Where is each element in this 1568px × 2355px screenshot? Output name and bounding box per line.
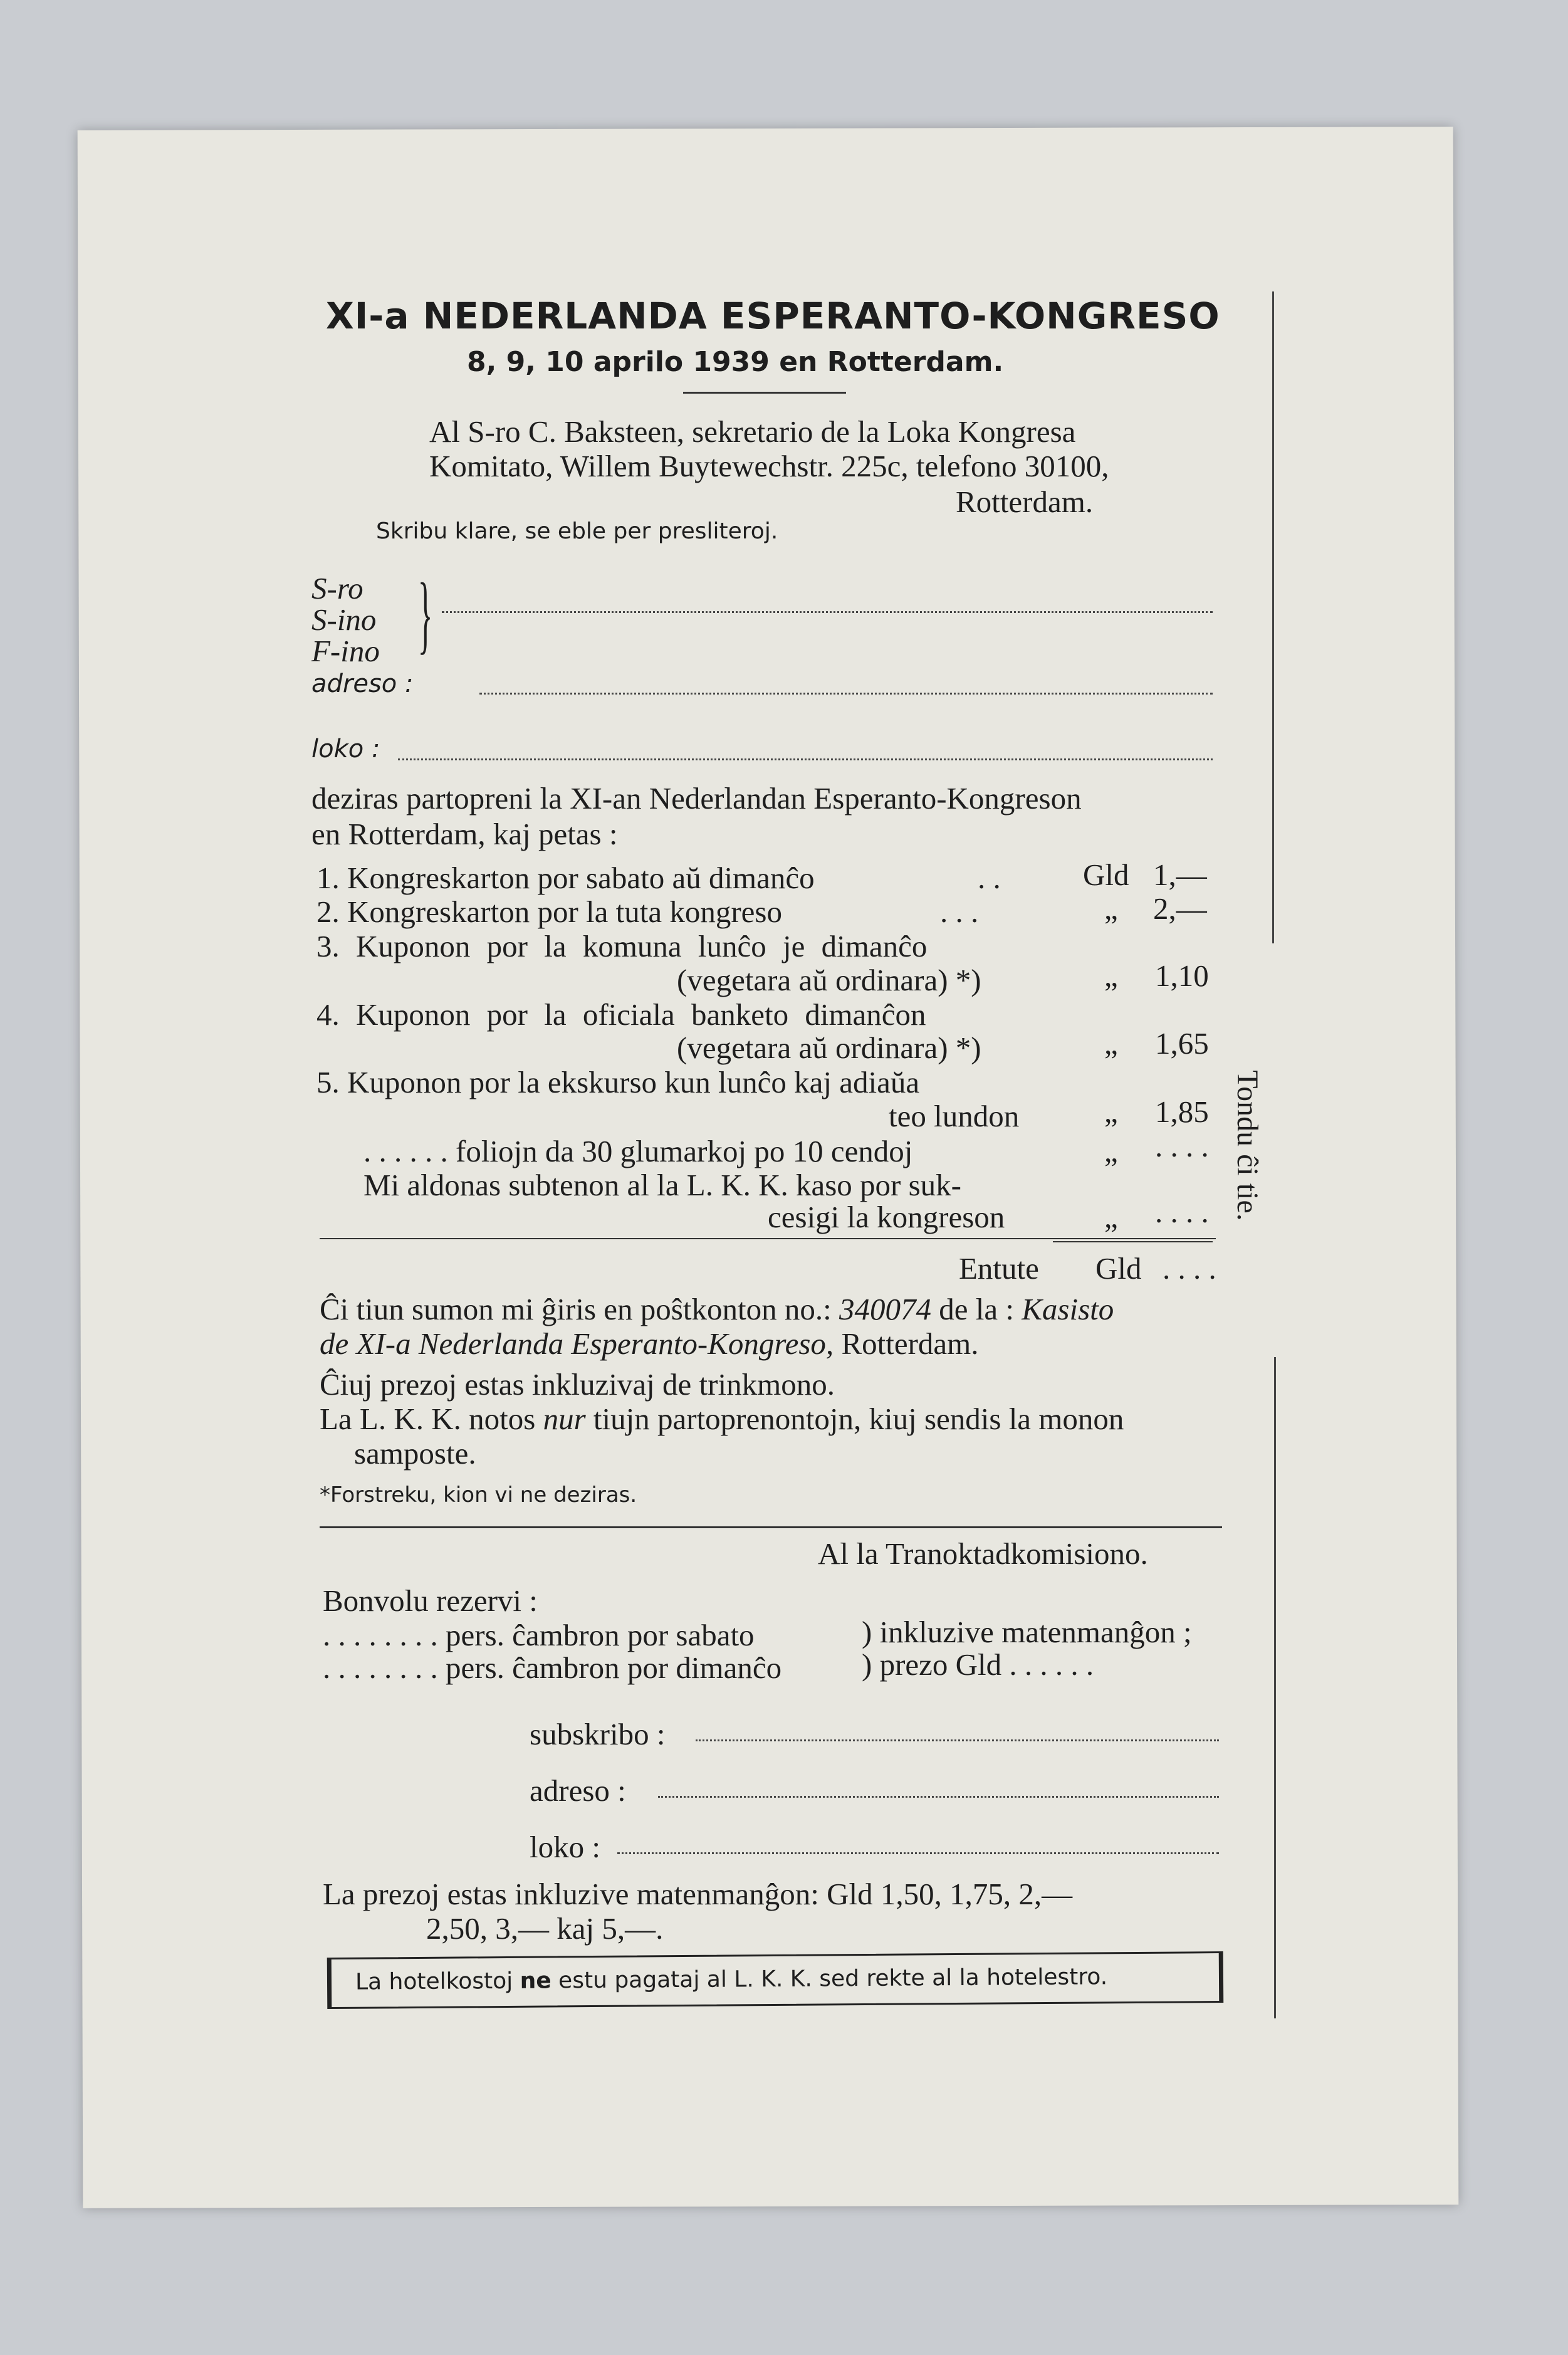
title-brace: } [417, 565, 433, 663]
intro-line-1: deziras partopreni la XI-an Nederlandan Esperanto-Kongreson [311, 781, 1082, 816]
item-5-note: teo lundon [889, 1099, 1020, 1133]
item-7-currency: „ [1104, 1200, 1118, 1234]
address-line-3: Rotterdam. [956, 485, 1094, 519]
item-4-note: (vegetara aŭ ordinara) *) [677, 1031, 981, 1065]
item-1-price: 1,— [1153, 858, 1207, 892]
item-3-note: (vegetara aŭ ordinara) *) [677, 963, 981, 997]
hotel-loko-label: loko : [530, 1830, 600, 1864]
account-number: 340074 [839, 1292, 931, 1326]
breakfast-note: ) inkluzive matenmanĝon ; [862, 1615, 1192, 1649]
payment-text-b: de la : [931, 1292, 1022, 1326]
price-note: ) prezo Gld . . . . . . [862, 1647, 1094, 1682]
item-7-note: cesigi la kongreson [768, 1200, 1005, 1234]
item-4-currency: „ [1104, 1026, 1118, 1061]
cut-line-lower [1274, 1357, 1276, 2018]
item-7-text: Mi aldonas subtenon al la L. K. K. kaso por suk- [363, 1168, 961, 1202]
room-sunday[interactable]: . . . . . . . . pers. ĉambron por dimanĉo [323, 1650, 782, 1685]
item-3-price: 1,10 [1155, 958, 1209, 993]
item-2-leader: . . . [940, 894, 979, 929]
payment-text-d: tiujn partoprenontojn, kiuj sendis la monon [585, 1402, 1124, 1436]
header-divider [683, 392, 846, 394]
loko-field[interactable] [398, 758, 1213, 760]
item-5-text: 5. Kuponon por la ekskurso kun lunĉo kaj adiaŭa [316, 1065, 920, 1099]
notice-text-b: estu pagataj al L. K. K. sed rekte al la hotelestro. [551, 1964, 1108, 1994]
intro-line-2: en Rotterdam, kaj petas : [311, 817, 618, 851]
payment-line-5: samposte. [354, 1436, 476, 1471]
payment-line-4 [320, 1401, 1124, 1437]
adreso-label: adreso : [311, 669, 414, 698]
title-option-fino: F-ino [311, 634, 380, 668]
hotel-notice [355, 1964, 1107, 1995]
hotel-commission: Al la Tranoktadkomisiono. [818, 1536, 1148, 1571]
prices-line-2: 2,50, 3,— kaj 5,—. [426, 1911, 664, 1946]
footnote: *Forstreku, kion vi ne deziras. [320, 1482, 637, 1508]
notice-text-a: La hotelkostoj [355, 1968, 520, 1995]
total-label: Entute [959, 1251, 1039, 1286]
hotel-notice-box [327, 1951, 1224, 2009]
reserve-label: Bonvolu rezervi : [323, 1583, 538, 1618]
signature-field[interactable] [696, 1739, 1219, 1741]
item-7-price: . . . . [1155, 1195, 1209, 1229]
address-line-1: Al S-ro C. Baksteen, sekretario de la Loka Kongresa [429, 414, 1076, 449]
hotel-adreso-label: adreso : [530, 1773, 626, 1808]
signature-label: subskribo : [530, 1717, 666, 1751]
item-4-price: 1,65 [1155, 1026, 1209, 1061]
adreso-field[interactable] [479, 693, 1213, 695]
payment-line-3: Ĉiuj prezoj estas inkluzivaj de trinkmono. [320, 1367, 835, 1402]
cut-line-upper [1272, 291, 1274, 943]
item-6-currency: „ [1104, 1134, 1118, 1168]
congress-name: de XI-a Nederlanda Esperanto-Kongreso, [320, 1326, 834, 1361]
payment-line-2 [320, 1326, 979, 1361]
item-3-currency: „ [1104, 958, 1118, 993]
item-1-leader: . . [978, 861, 1001, 895]
prices-line-1: La prezoj estas inkluzive matenmanĝon: Gld 1,50, 1,75, 2,— [323, 1877, 1073, 1911]
item-5-price: 1,85 [1155, 1094, 1209, 1129]
item-5-currency: „ [1104, 1094, 1118, 1129]
item-1-text: 1. Kongreskarton por sabato aŭ dimanĉo [316, 861, 815, 895]
item-2-currency: „ [1104, 891, 1118, 926]
item-2-price: 2,— [1153, 891, 1207, 926]
page-title: XI-a NEDERLANDA ESPERANTO-KONGRESO [326, 295, 1220, 337]
total-price: . . . . [1163, 1251, 1216, 1286]
kasisto-text: Kasisto [1022, 1292, 1114, 1326]
item-6-text: . . . . . . foliojn da 30 glumarkoj po 10 cendoj [363, 1134, 913, 1168]
hotel-adreso-field[interactable] [658, 1796, 1219, 1798]
item-1-currency: Gld [1083, 858, 1129, 892]
item-4-text: 4. Kuponon por la oficiala banketo dimanĉon [316, 997, 926, 1032]
instruction-text: Skribu klare, se eble per presliteroj. [376, 518, 778, 544]
payment-text-c: La L. K. K. notos [320, 1402, 543, 1436]
cut-here-label: Tondu ĉi tie. [1230, 1070, 1264, 1221]
item-2-text: 2. Kongreskarton por la tuta kongreso [316, 894, 782, 929]
total-currency: Gld [1095, 1251, 1142, 1286]
notice-ne: ne [520, 1968, 551, 1994]
item-3-text: 3. Kuponon por la komuna lunĉo je dimanĉo [316, 929, 928, 963]
nur-text: nur [543, 1402, 586, 1436]
room-saturday[interactable]: . . . . . . . . pers. ĉambron por sabato [323, 1618, 755, 1652]
item-6-price: . . . . [1155, 1129, 1209, 1163]
items-divider [320, 1238, 1216, 1239]
name-field[interactable] [442, 611, 1213, 613]
payment-city: Rotterdam. [834, 1326, 979, 1361]
payment-text-a: Ĉi tiun sumon mi ĝiris en poŝtkonton no.: [320, 1292, 839, 1326]
title-option-sino: S-ino [311, 602, 377, 637]
payment-line-1 [320, 1291, 1114, 1327]
loko-label: loko : [311, 735, 380, 763]
hotel-loko-field[interactable] [617, 1852, 1219, 1854]
total-sum-line [1053, 1241, 1213, 1242]
title-option-sro: S-ro [311, 571, 363, 606]
section-divider [320, 1526, 1222, 1528]
address-line-2: Komitato, Willem Buytewechstr. 225c, telefono 30100, [429, 449, 1109, 483]
page-subtitle: 8, 9, 10 aprilo 1939 en Rotterdam. [467, 346, 1004, 378]
